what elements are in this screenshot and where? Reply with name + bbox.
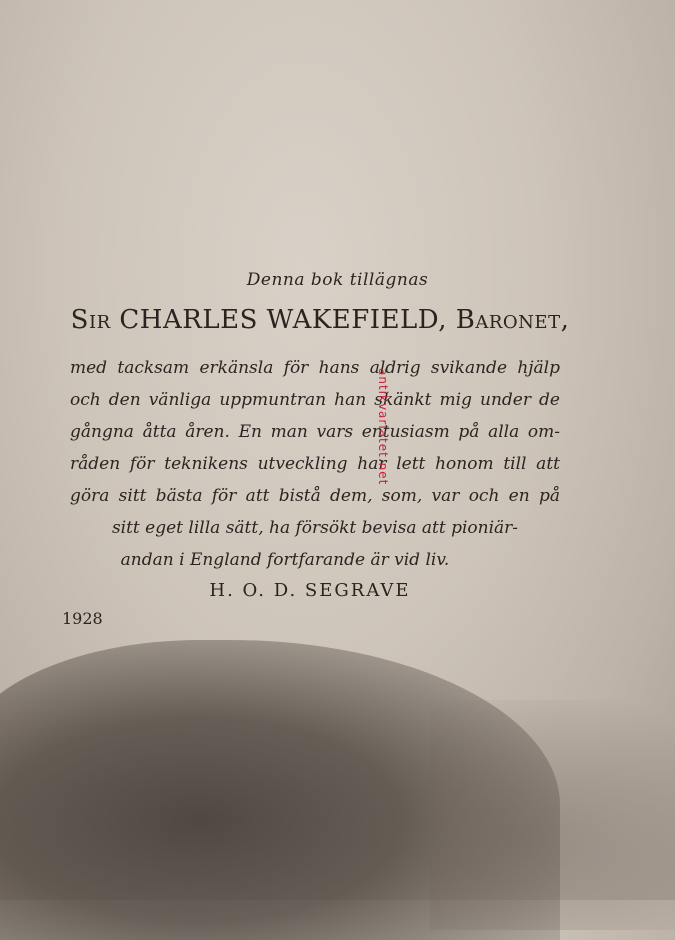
author-signature: H. O. D. SEGRAVE xyxy=(209,580,411,601)
page-shadow xyxy=(430,700,675,930)
dedication-body xyxy=(70,352,560,576)
dedication-line: gångna åtta åren. En man vars entusiasm på alla om- xyxy=(70,422,560,442)
dedication-line: med tacksam erkänsla för hans aldrig svikande hjälp xyxy=(70,358,560,378)
dedicatee-heading xyxy=(0,305,640,335)
dedicatee-title: Baronet, xyxy=(455,305,570,335)
dedication-line: och den vänliga uppmuntran han skänkt mig under de xyxy=(70,390,560,410)
dedicatee-prefix: Sir xyxy=(70,305,111,335)
dedication-line: sitt eget lilla sätt, ha försökt bevisa att pioniär- xyxy=(111,518,519,538)
year-label: 1928 xyxy=(62,609,103,628)
dedication-line: göra sitt bästa för att bistå dem, som, var och en på xyxy=(70,486,560,506)
watermark-text: antikvariatet.net xyxy=(376,368,390,486)
dedicatee-name: CHARLES WAKEFIELD, xyxy=(119,305,447,335)
dedication-intro: Denna bok tillägnas xyxy=(246,270,429,290)
dedication-line: råden för teknikens utveckling har lett honom till att xyxy=(70,454,560,474)
dedication-line: andan i England fortfarande är vid liv. xyxy=(120,550,450,570)
